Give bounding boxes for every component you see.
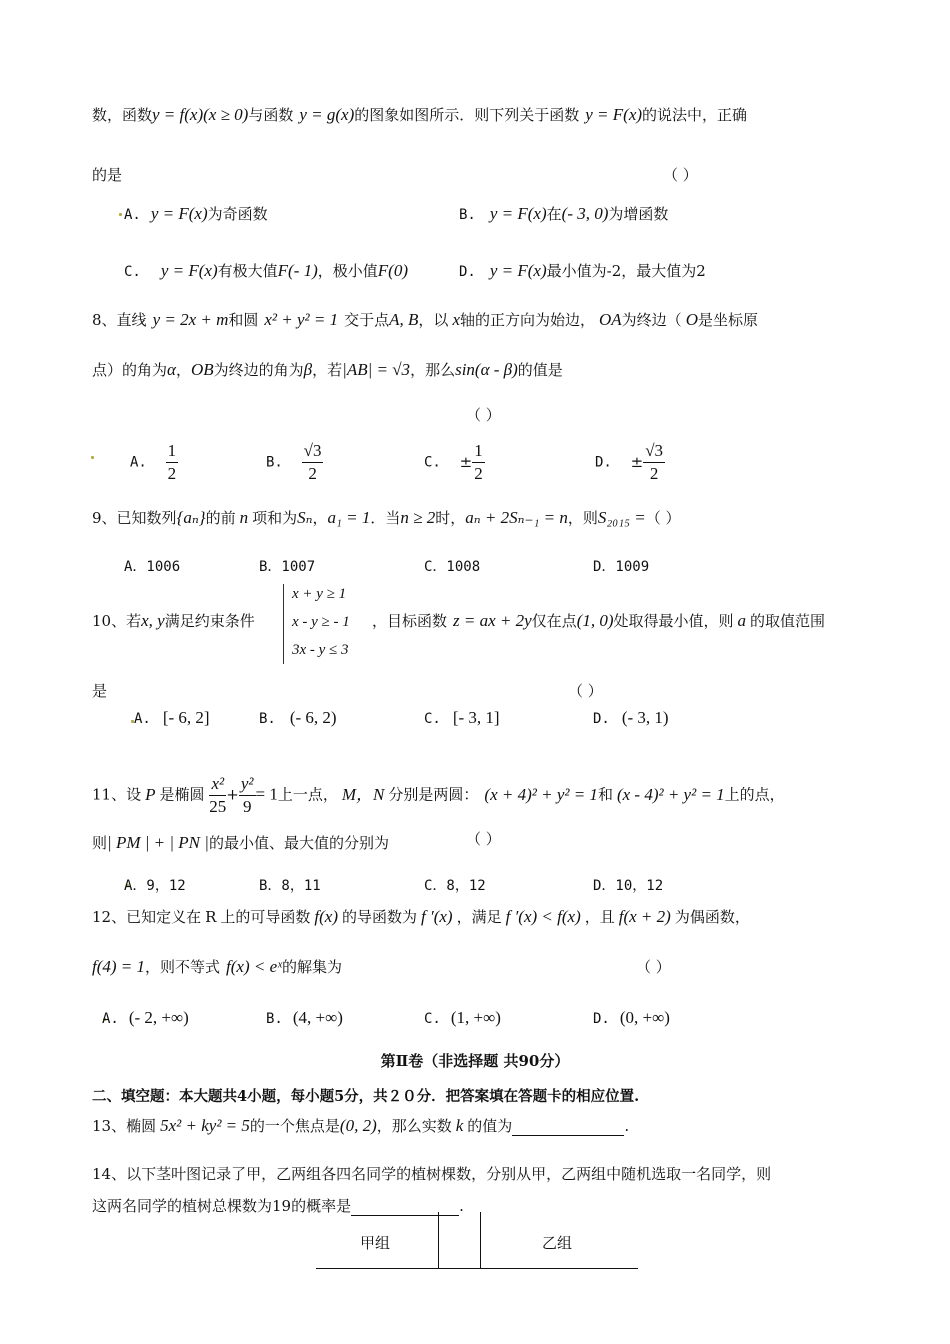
q11-option-d: D．10，12 xyxy=(593,878,664,894)
section-title: 第Ⅱ卷（非选择题 共90分） xyxy=(380,1052,570,1070)
q10-line1-rest: ，目标函数 z = ax + 2y仅在点(1, 0)处取得最小值，则 a 的取值范围 xyxy=(372,611,826,630)
q10-option-b: B. (- 6, 2) xyxy=(259,708,337,727)
q9-option-a: A．1006 xyxy=(124,559,181,575)
constraint-1: x + y ≥ 1 xyxy=(292,586,347,602)
q8-line1: 8、直线 y = 2x + m和圆 x² + y² = 1 交于点A, B，以 x轴的正方向为始边， OA为终边（ O是坐标原 xyxy=(92,310,758,329)
q10-option-d: D. (- 3, 1) xyxy=(593,708,669,727)
q9-option-c: C．1008 xyxy=(424,559,481,575)
q14-line1: 14、以下茎叶图记录了甲，乙两组各四名同学的植树棵数，分别从甲，乙两组中随机选取一名同学，则 xyxy=(92,1165,772,1183)
q12-answer-paren: （ ） xyxy=(636,958,671,976)
q12-option-d: D. (0, +∞) xyxy=(593,1008,670,1027)
q11-option-c: C．8，12 xyxy=(424,878,486,894)
q10-prefix: 10、若x, y满足约束条件 xyxy=(92,611,255,630)
q10-option-c: C. [- 3, 1] xyxy=(424,708,500,727)
q12-option-a: A. (- 2, +∞) xyxy=(102,1008,189,1027)
q8-option-b: B. $\frac{√3}{2}$ xyxy=(266,441,322,483)
q8-option-d: D. ± $\frac{√3}{2}$ xyxy=(595,441,664,483)
q12-line1: 12、已知定义在 R 上的可导函数 f(x) 的导函数为 f ′(x) ，满足 f ′(x) < f(x) ，且 f(x + 2) 为偶函数， xyxy=(92,907,750,926)
q7-line2: 的是 xyxy=(92,166,123,184)
q11-option-a: A．9，12 xyxy=(124,878,186,894)
q13-answer-blank[interactable] xyxy=(512,1117,624,1136)
q8-option-c: C. ± $\frac{1}{2}$ xyxy=(424,441,483,483)
q11-line2: 则| PM | + | PN |的最小值、最大值的分别为 xyxy=(92,833,389,852)
q11-answer-paren: （ ） xyxy=(466,830,501,848)
constraint-2: x - y ≥ - 1 xyxy=(292,614,350,630)
q10-line2: 是 xyxy=(92,682,108,700)
q10-answer-paren: （ ） xyxy=(568,682,603,700)
section-heading: 二、填空题：本大题共4小题，每小题5分，共２０分．把答案填在答题卡的相应位置. xyxy=(92,1088,640,1105)
table-header-right: 乙组 xyxy=(542,1234,573,1252)
q7-line1: 数，函数y = f(x)(x ≥ 0)与函数 y = g(x)的图象如图所示．则下列关于函数 y = F(x)的说法中，正确 xyxy=(92,105,748,124)
q11-option-b: B．8，11 xyxy=(259,878,321,894)
q9-option-d: D．1009 xyxy=(593,559,650,575)
q12-option-b: B. (4, +∞) xyxy=(266,1008,343,1027)
q7-option-d: D. y = F(x)最小值为-2，最大值为2 xyxy=(459,261,706,280)
table-divider xyxy=(438,1212,439,1268)
q8-answer-paren: （ ） xyxy=(466,406,501,424)
q7-option-b: B. y = F(x)在(- 3, 0)为增函数 xyxy=(459,204,669,223)
table-divider xyxy=(480,1212,481,1268)
q8-line2: 点）的角为α，OB为终边的角为β，若|AB| = √3，那么sin(α - β)的值是 xyxy=(92,360,563,379)
q9-option-b: B．1007 xyxy=(259,559,316,575)
decorative-dot xyxy=(119,213,122,216)
q12-line2: f(4) = 1，则不等式 f(x) < eˣ的解集为 xyxy=(92,957,342,976)
q13-line: 13、椭圆 5x² + ky² = 5的一个焦点是(0, 2)，那么实数 k 的值为 . xyxy=(92,1116,630,1135)
constraint-3: 3x - y ≤ 3 xyxy=(292,642,349,658)
q8-option-a: A. $\frac{1}{2}$ xyxy=(130,441,177,483)
q7-option-a: A. y = F(x)为奇函数 xyxy=(124,204,268,223)
q11-line1: 11、设 P 是椭圆 $\frac{\text{x²}}{25}$ + $\frac{\text{y²}}{9}$ = 1上一点， M，N 分别是两圆： (x + 4)² + y² = 1和 (x - 4)² + y² = 1上的点， xyxy=(92,774,785,816)
q9-line1: 9、已知数列{aₙ}的前 n 项和为Sₙ，a₁ = 1．当n ≥ 2时，aₙ + 2Sₙ₋₁ = n，则S₂₀₁₅ =（ ） xyxy=(92,508,681,527)
q14-line2: 这两名同学的植树总棵数为19的概率是 . xyxy=(92,1197,464,1215)
constraint-brace xyxy=(283,584,290,664)
q7-option-c: C. y = F(x)有极大值F(- 1)，极小值F(0) xyxy=(124,261,409,280)
decorative-dot xyxy=(91,456,94,459)
q10-option-a: A. [- 6, 2] xyxy=(134,708,210,727)
table-header-left: 甲组 xyxy=(360,1234,391,1252)
stem-leaf-table xyxy=(316,1212,638,1269)
q7-answer-paren: （ ） xyxy=(663,166,698,184)
q12-option-c: C. (1, +∞) xyxy=(424,1008,501,1027)
